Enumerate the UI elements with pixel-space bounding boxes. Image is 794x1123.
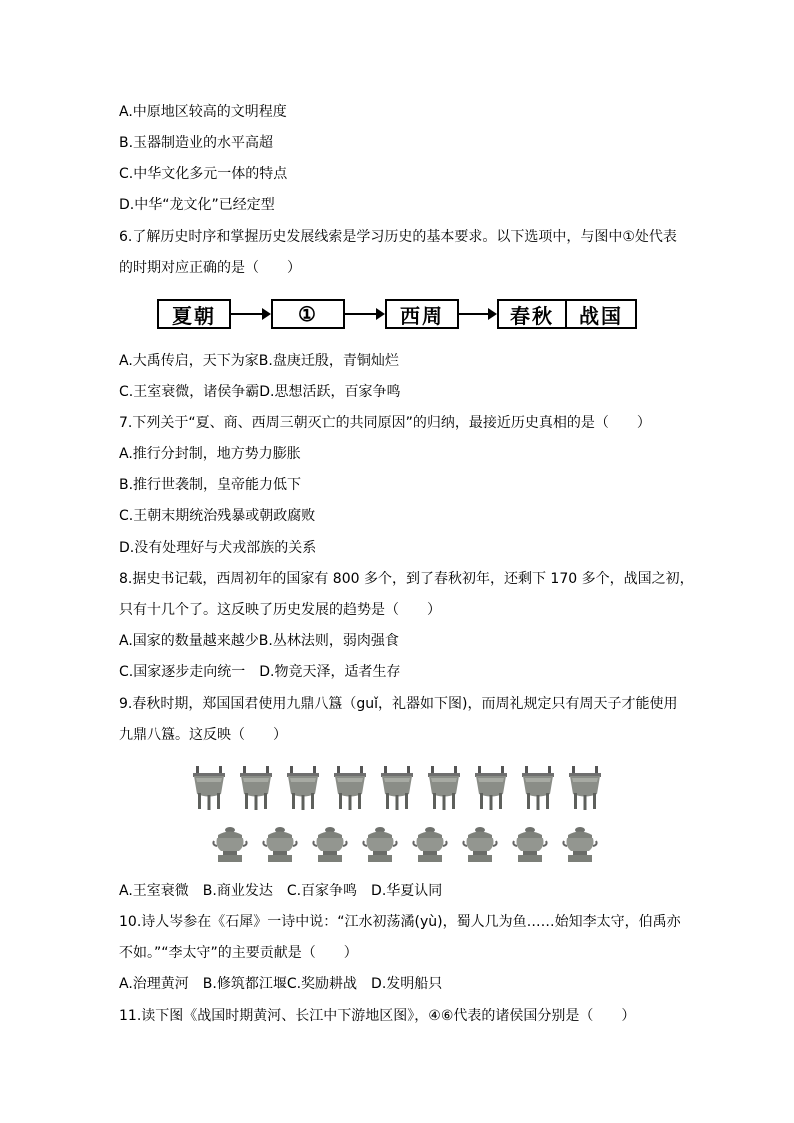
ding-vessel-icon [425, 766, 463, 810]
timeline-box-xizhou: 西周 [385, 299, 459, 329]
timeline-box-xia: 夏朝 [157, 299, 231, 329]
ding-vessel-icon [331, 766, 369, 810]
text-line: A.国家的数量越来越少B.丛林法则，弱肉强食 [119, 633, 399, 649]
text-line: D.没有处理好与犬戎部族的关系 [119, 540, 317, 556]
text-line: A.治理黄河 B.修筑都江堰C.奖励耕战 D.发明船只 [119, 976, 443, 992]
text-line: B.玉器制造业的水平高超 [119, 135, 274, 151]
text-line: A.王室衰微 B.商业发达 C.百家争鸣 D.华夏认同 [119, 883, 443, 899]
text-line: C.国家逐步走向统一 D.物竞天泽，适者生存 [119, 664, 401, 680]
ding-vessel-icon [472, 766, 510, 810]
text-line: 6.了解历史时序和掌握历史发展线索是学习历史的基本要求。以下选项中，与图中①处代表 [119, 229, 677, 245]
timeline-box-blank: ① [271, 299, 345, 329]
ding-vessel-icon [190, 766, 228, 810]
text-line: C.中华文化多元一体的特点 [119, 166, 288, 182]
text-line: D.中华“龙文化”已经定型 [119, 197, 275, 213]
gui-vessel-icon [312, 826, 348, 862]
text-line: C.王室衰微，诸侯争霸D.思想活跃，百家争鸣 [119, 384, 401, 400]
text-line: 9.春秋时期，郑国国君使用九鼎八簋（guǐ，礼器如下图)，而周礼规定只有周天子才能使用 [119, 696, 678, 712]
gui-vessel-icon [562, 826, 598, 862]
arrow-icon [459, 313, 495, 315]
arrow-icon [345, 313, 383, 315]
text-line: 11.读下图《战国时期黄河、长江中下游地区图》，④⑥代表的诸侯国分别是（ ） [119, 1008, 636, 1024]
gui-vessel-icon [512, 826, 548, 862]
text-line: B.推行世袭制，皇帝能力低下 [119, 477, 302, 493]
ding-gui-photo [190, 766, 606, 866]
text-line: 九鼎八簋。这反映（ ） [119, 727, 287, 743]
text-line: C.王朝末期统治残暴或朝政腐败 [119, 508, 316, 524]
ding-vessel-icon [284, 766, 322, 810]
gui-vessel-icon [212, 826, 248, 862]
ding-vessel-icon [237, 766, 275, 810]
gui-vessel-icon [462, 826, 498, 862]
ding-vessel-icon [378, 766, 416, 810]
text-line: 10.诗人岑参在《石犀》一诗中说：“江水初荡潏(yù)，蜀人几为鱼……始知李太守，伯禹亦 [119, 914, 681, 930]
text-line: 7.下列关于“夏、商、西周三朝灭亡的共同原因”的归纳，最接近历史真相的是（ ） [119, 415, 651, 431]
text-line: 8.据史书记载，西周初年的国家有 800 多个，到了春秋初年，还剩下 170 多个，战国之初， [119, 571, 694, 587]
gui-vessel-icon [412, 826, 448, 862]
text-line: 不如。”“李太守”的主要贡献是（ ） [119, 945, 358, 961]
timeline-box-zhanguo: 战国 [565, 299, 637, 329]
text-line: A.大禹传启，天下为家B.盘庚迁殷，青铜灿烂 [119, 353, 399, 369]
text-line: A.推行分封制，地方势力膨胀 [119, 446, 301, 462]
ding-vessel-icon [566, 766, 604, 810]
text-line: 只有十几个了。这反映了历史发展的趋势是（ ） [119, 602, 441, 618]
text-line: A.中原地区较高的文明程度 [119, 104, 287, 120]
gui-vessel-icon [362, 826, 398, 862]
ding-vessel-icon [519, 766, 557, 810]
arrow-icon [231, 313, 269, 315]
timeline-diagram [157, 299, 637, 335]
text-line: 的时期对应正确的是（ ） [119, 260, 301, 276]
timeline-box-chunqiu: 春秋 [497, 299, 567, 329]
gui-vessel-icon [262, 826, 298, 862]
